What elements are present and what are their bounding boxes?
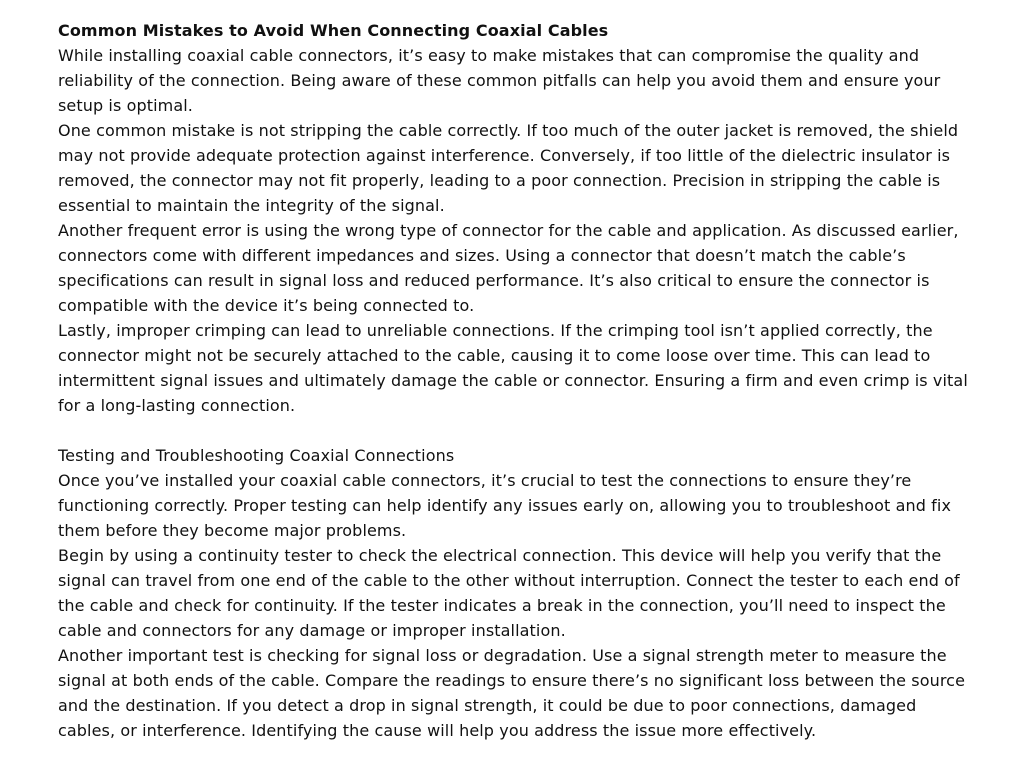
paragraph: Another frequent error is using the wrong type of connector for the cable and application. As discussed earlier, connectors come with different impedances and sizes. Using a connector that doesn’t match the cable’s specifications can result in signal loss and reduced performance. It’s also critical to ensure the connector is compatible with the device it’s being connected to. xyxy=(58,221,959,315)
paragraph: Another important test is checking for signal loss or degradation. Use a signal strength meter to measure the signal at both ends of the cable. Compare the readings to ensure there’s no significant loss between the source and the destination. If you detect a drop in signal strength, it could be due to poor connections, damaged cables, or interference. Identifying the cause will help you address the issue more effectively. xyxy=(58,646,966,740)
section-testing-troubleshooting xyxy=(58,443,968,743)
section-heading: Testing and Troubleshooting Coaxial Connections xyxy=(58,446,455,465)
paragraph: Lastly, improper crimping can lead to unreliable connections. If the crimping tool isn’t applied correctly, the connector might not be securely attached to the cable, causing it to come loose over time. This can lead to intermittent signal issues and ultimately damage the cable or connector. Ensuring a firm and even crimp is vital for a long-lasting connection. xyxy=(58,321,968,415)
section-heading: Common Mistakes to Avoid When Connecting Coaxial Cables xyxy=(58,21,609,40)
section-common-mistakes xyxy=(58,18,968,418)
paragraph: One common mistake is not stripping the cable correctly. If too much of the outer jacket is removed, the shield may not provide adequate protection against interference. Conversely, if too little of the dielectric insulator is removed, the connector may not fit properly, leading to a poor connection. Precision in stripping the cable is essential to maintain the integrity of the signal. xyxy=(58,121,959,215)
paragraph: While installing coaxial cable connectors, it’s easy to make mistakes that can compromise the quality and reliability of the connection. Being aware of these common pitfalls can help you avoid them and ensure your setup is optimal. xyxy=(58,46,941,115)
paragraph: Once you’ve installed your coaxial cable connectors, it’s crucial to test the connections to ensure they’re functioning correctly. Proper testing can help identify any issues early on, allowing you to troubleshoot and fix them before they become major problems. xyxy=(58,471,952,540)
paragraph: Begin by using a continuity tester to check the electrical connection. This device will help you verify that the signal can travel from one end of the cable to the other without interruption. Connect the tester to each end of the cable and check for continuity. If the tester indicates a break in the connection, you’ll need to inspect the cable and connectors for any damage or improper installation. xyxy=(58,546,960,640)
